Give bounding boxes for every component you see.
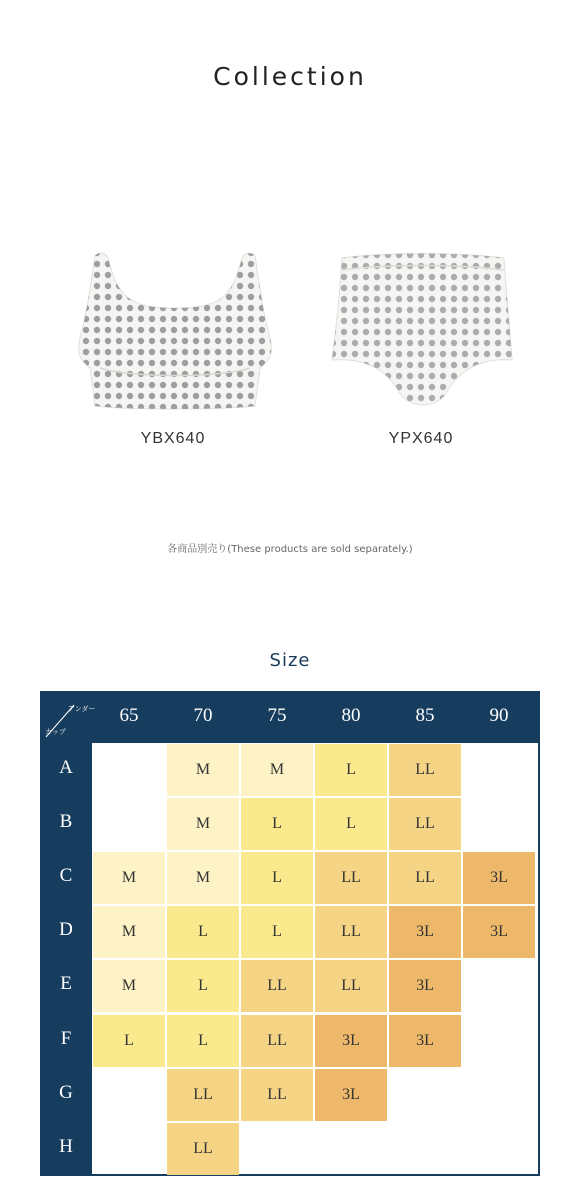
size-cell: L [167, 960, 239, 1012]
size-cell: L [167, 906, 239, 958]
size-cell: L [315, 798, 387, 850]
size-cell: M [93, 906, 165, 958]
size-cell: 3L [463, 852, 535, 904]
column-header: 70 [193, 705, 213, 726]
size-cell: LL [315, 906, 387, 958]
size-cell: LL [389, 852, 461, 904]
size-cell: M [167, 852, 239, 904]
size-cell: LL [241, 1069, 313, 1121]
size-cell: L [241, 798, 313, 850]
size-cell: LL [315, 960, 387, 1012]
row-header: H [59, 1135, 73, 1157]
size-cell: 3L [389, 960, 461, 1012]
size-cell: 3L [389, 906, 461, 958]
product-image-bra[interactable] [70, 248, 280, 418]
row-header: C [59, 865, 73, 887]
size-cell: LL [389, 744, 461, 796]
column-header: 75 [267, 705, 287, 726]
size-cell: M [93, 852, 165, 904]
cup-label: カップ [45, 728, 66, 736]
size-cell: M [241, 744, 313, 796]
size-cell: LL [389, 798, 461, 850]
table-border-bottom [40, 1174, 540, 1176]
page-title: Collection [213, 62, 367, 91]
size-cell: 3L [463, 906, 535, 958]
size-cell: 3L [315, 1069, 387, 1121]
under-label: アンダー [68, 705, 96, 713]
size-cell: L [167, 1015, 239, 1067]
size-table [40, 691, 540, 1176]
row-header: A [59, 757, 73, 778]
row-header: F [60, 1027, 72, 1049]
column-header: 90 [489, 705, 509, 726]
row-header: D [59, 919, 73, 941]
size-cell: L [241, 906, 313, 958]
size-cell: LL [241, 1015, 313, 1067]
table-border-right [538, 691, 540, 1176]
product-code-shorts: YPX640 [388, 430, 454, 447]
size-cell: 3L [389, 1015, 461, 1067]
size-cell: M [93, 960, 165, 1012]
column-header: 65 [119, 705, 139, 726]
size-cell: L [93, 1015, 165, 1067]
column-header: 80 [341, 705, 361, 726]
size-cell: M [167, 798, 239, 850]
size-cell: LL [315, 852, 387, 904]
sold-separately-note: 各商品別売り(These products are sold separately.) [167, 544, 413, 555]
row-header: E [60, 973, 72, 995]
size-cell: M [167, 744, 239, 796]
size-cell: L [241, 852, 313, 904]
row-header: B [59, 811, 73, 833]
product-image-shorts[interactable] [328, 250, 518, 420]
size-cell: LL [167, 1069, 239, 1121]
product-code-bra: YBX640 [140, 430, 206, 447]
size-cell: LL [241, 960, 313, 1012]
size-cell: L [315, 744, 387, 796]
column-header: 85 [415, 705, 435, 726]
size-title: Size [269, 650, 311, 671]
size-cell: 3L [315, 1015, 387, 1067]
row-header: G [59, 1081, 73, 1103]
size-cell: LL [167, 1123, 239, 1175]
